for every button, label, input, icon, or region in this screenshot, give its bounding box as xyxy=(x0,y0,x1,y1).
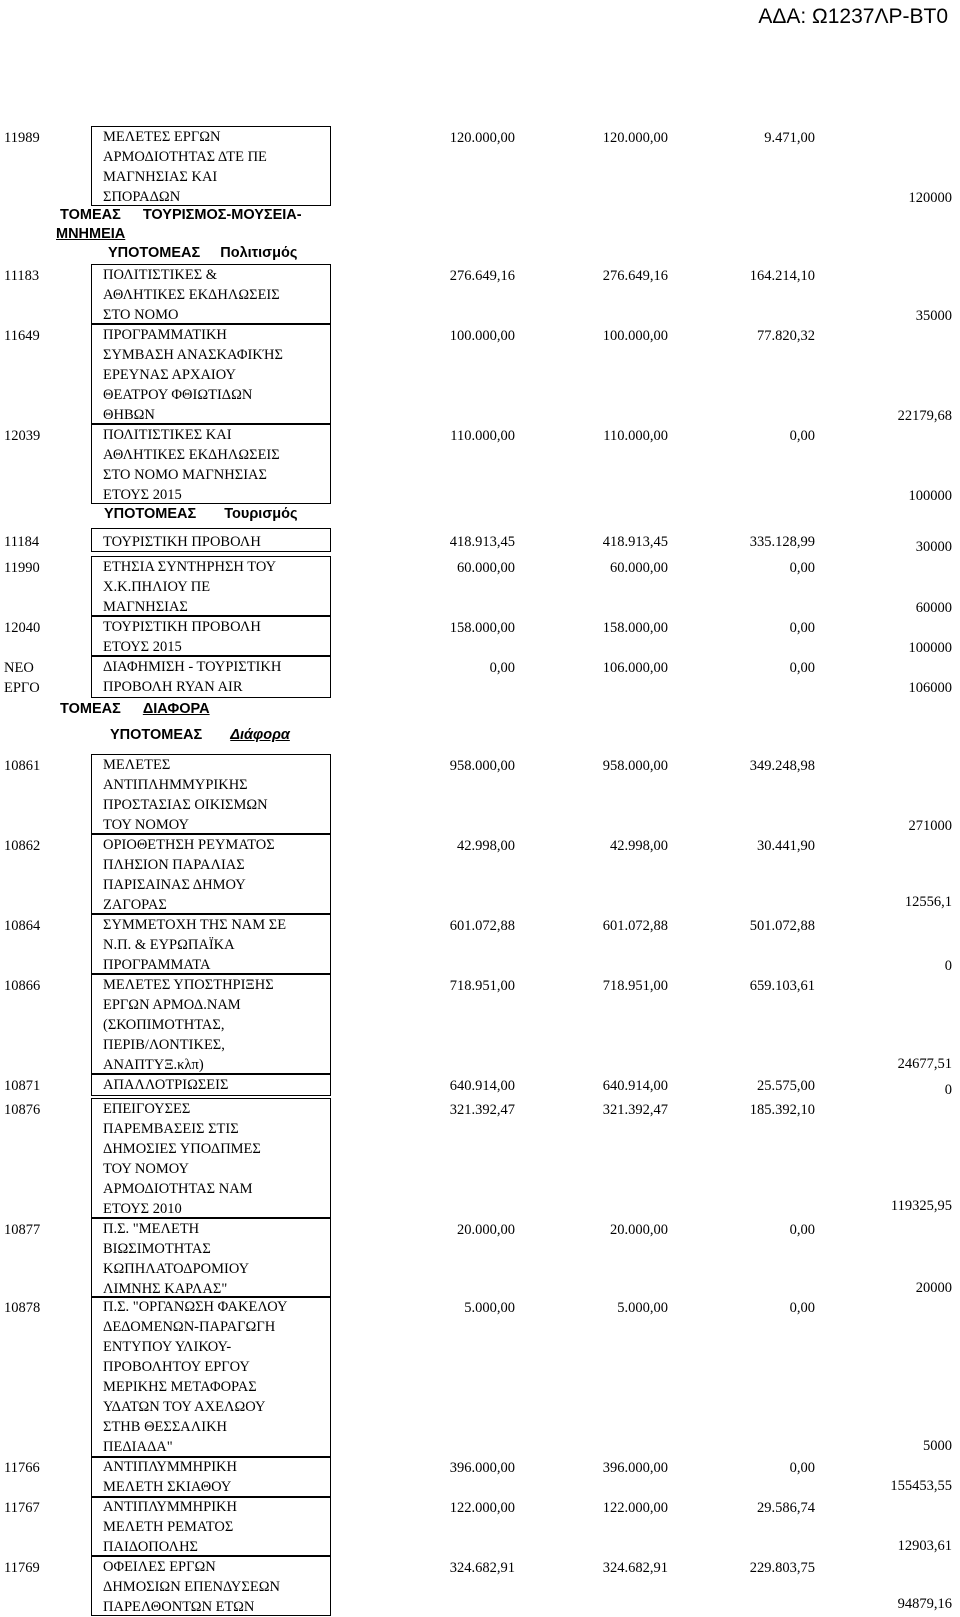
desc-line: ΒΙΩΣΙΜΟΤΗΤΑΣ xyxy=(103,1241,211,1257)
value-col-2: 640.914,00 xyxy=(602,1078,668,1094)
sector-label: ΤΟΜΕΑΣ xyxy=(60,701,121,717)
subsector-label: ΥΠΟΤΟΜΕΑΣ xyxy=(104,506,197,522)
desc-line: ΜΕΛΕΤΕΣ ΕΡΓΩΝ xyxy=(103,129,221,145)
value-col-4: 271000 xyxy=(908,818,952,834)
value-col-2: 718.951,00 xyxy=(602,978,668,994)
row-code: 11183 xyxy=(4,268,40,284)
value-col-3: 0,00 xyxy=(789,620,815,636)
desc-line: ΜΕΛΕΤΕΣ xyxy=(103,757,171,773)
desc-line: ΠΡΟΒΟΛΗ RYAN AIR xyxy=(103,679,243,695)
value-col-4: 12903,61 xyxy=(897,1538,952,1554)
desc-line: ΠΑΙΔΟΠΟΛΗΣ xyxy=(103,1539,198,1555)
desc-line: ΑΠΑΛΛΟΤΡΙΩΣΕΙΣ xyxy=(103,1077,229,1093)
value-col-1: 418.913,45 xyxy=(449,534,515,550)
row-description xyxy=(91,1074,331,1096)
value-col-2: 5.000,00 xyxy=(617,1300,668,1316)
value-col-3: 0,00 xyxy=(789,1222,815,1238)
row-description xyxy=(91,264,331,324)
desc-line: ΚΩΠΗΛΑΤΟΔΡΟΜΙΟΥ xyxy=(103,1261,250,1277)
desc-line: Π.Σ. "ΜΕΛΕΤΗ xyxy=(103,1221,200,1237)
value-col-2: 122.000,00 xyxy=(602,1500,668,1516)
desc-line: ΣΥΜΒΑΣΗ ΑΝΑΣΚΑΦΙΚΉΣ xyxy=(103,347,283,363)
value-col-1: 958.000,00 xyxy=(449,758,515,774)
row-code: 11767 xyxy=(4,1500,40,1516)
row-code: 10876 xyxy=(4,1102,41,1118)
desc-line: ΜΑΓΝΗΣΙΑΣ ΚΑΙ xyxy=(103,169,218,185)
value-col-4: 94879,16 xyxy=(897,1596,952,1612)
row-description xyxy=(91,1218,331,1298)
desc-line: ΕΤΗΣΙΑ ΣΥΝΤΗΡΗΣΗ ΤΟΥ xyxy=(103,559,277,575)
desc-line: ΠΕΔΙΑΔΑ" xyxy=(103,1439,173,1455)
value-col-3: 229.803,75 xyxy=(749,1560,815,1576)
value-col-4: 12556,1 xyxy=(904,894,952,910)
value-col-4: 119325,95 xyxy=(890,1198,952,1214)
desc-line: ΕΤΟΥΣ 2010 xyxy=(103,1201,182,1217)
desc-line: ΘΕΑΤΡΟΥ ΦΘΙΩΤΙΔΩΝ xyxy=(103,387,253,403)
subsector-heading xyxy=(108,244,297,263)
desc-line: ΣΤΟ ΝΟΜΟ ΜΑΓΝΗΣΙΑΣ xyxy=(103,467,267,483)
value-col-2: 120.000,00 xyxy=(602,130,668,146)
value-col-2: 60.000,00 xyxy=(610,560,668,576)
subsector-label: ΥΠΟΤΟΜΕΑΣ xyxy=(108,245,201,261)
value-col-3: 9.471,00 xyxy=(764,130,815,146)
desc-line: ΕΡΓΩΝ ΑΡΜΟΔ.ΝΑΜ xyxy=(103,997,241,1013)
row-code: 10866 xyxy=(4,978,41,994)
row-code: 10861 xyxy=(4,758,41,774)
desc-line: Ν.Π. & ΕΥΡΩΠΑΪΚΑ xyxy=(103,937,235,953)
value-col-3: 0,00 xyxy=(789,1300,815,1316)
sector-name: ΔΙΑΦΟΡΑ xyxy=(142,701,210,717)
value-col-2: 958.000,00 xyxy=(602,758,668,774)
value-col-3: 29.586,74 xyxy=(757,1500,815,1516)
value-col-1: 20.000,00 xyxy=(457,1222,515,1238)
row-code: 10877 xyxy=(4,1222,41,1238)
value-col-4: 100000 xyxy=(908,640,952,656)
value-col-2: 106.000,00 xyxy=(602,660,668,676)
value-col-3: 349.248,98 xyxy=(749,758,815,774)
sector-name: ΤΟΥΡΙΣΜΟΣ-ΜΟΥΣΕΙΑ- xyxy=(142,207,302,223)
row-description xyxy=(91,754,331,834)
subsector-name: Πολιτισμός xyxy=(220,245,298,261)
row-description xyxy=(91,424,331,504)
ada-header: ΑΔΑ: Ω1237ΛΡ-ΒΤ0 xyxy=(758,5,948,28)
value-col-4: 20000 xyxy=(915,1280,952,1296)
desc-line: ΠΡΟΣΤΑΣΙΑΣ ΟΙΚΙΣΜΩΝ xyxy=(103,797,268,813)
desc-line: ΜΑΓΝΗΣΙΑΣ xyxy=(103,599,188,615)
row-code: 12039 xyxy=(4,428,41,444)
sector-name-continued: ΜΝΗΜΕΙΑ xyxy=(56,226,126,242)
value-col-2: 100.000,00 xyxy=(602,328,668,344)
row-code: 10862 xyxy=(4,838,41,854)
row-description xyxy=(91,1556,331,1616)
row-description xyxy=(91,914,331,974)
value-col-4: 0 xyxy=(944,958,952,974)
desc-line: ΕΝΤΥΠΟΥ ΥΛΙΚΟΥ- xyxy=(103,1339,232,1355)
desc-line: ΣΥΜΜΕΤΟΧΗ ΤΗΣ ΝΑΜ ΣΕ xyxy=(103,917,287,933)
desc-line: ΣΤΗΒ ΘΕΣΣΑΛΙΚΗ xyxy=(103,1419,228,1435)
value-col-3: 659.103,61 xyxy=(749,978,815,994)
desc-line: ΠΡΟΒΟΛΗΤΟΥ ΕΡΓΟΥ xyxy=(103,1359,250,1375)
desc-line: (ΣΚΟΠΙΜΟΤΗΤΑΣ, xyxy=(103,1017,225,1033)
value-col-3: 0,00 xyxy=(789,1460,815,1476)
row-code: 10871 xyxy=(4,1078,41,1094)
row-description xyxy=(91,324,331,424)
value-col-3: 30.441,90 xyxy=(757,838,815,854)
value-col-2: 418.913,45 xyxy=(602,534,668,550)
value-col-3: 335.128,99 xyxy=(749,534,815,550)
desc-line: ΖΑΓΟΡΑΣ xyxy=(103,897,167,913)
value-col-4: 155453,55 xyxy=(890,1478,952,1494)
value-col-3: 164.214,10 xyxy=(749,268,815,284)
desc-line: ΟΦΕΙΛΕΣ ΕΡΓΩΝ xyxy=(103,1559,216,1575)
subsector-heading xyxy=(104,505,298,524)
value-col-4: 120000 xyxy=(908,190,952,206)
row-code: 10864 xyxy=(4,918,41,934)
subsector-heading xyxy=(110,726,290,745)
desc-line: ΤΟΥΡΙΣΤΙΚΗ ΠΡΟΒΟΛΗ xyxy=(103,534,261,550)
desc-line: ΔΕΔΟΜΕΝΩΝ-ΠΑΡΑΓΩΓΗ xyxy=(103,1319,276,1335)
desc-line: ΑΡΜΟΔΙΟΤΗΤΑΣ ΝΑΜ xyxy=(103,1181,253,1197)
row-code: 11769 xyxy=(4,1560,40,1576)
desc-line: ΜΕΛΕΤΕΣ ΥΠΟΣΤΗΡΙΞΗΣ xyxy=(103,977,274,993)
desc-line: ΔΗΜΟΣΙΕΣ ΥΠΟΔΠΜΕΣ xyxy=(103,1141,261,1157)
desc-line: ΔΗΜΟΣΙΩΝ ΕΠΕΝΔΥΣΕΩΝ xyxy=(103,1579,280,1595)
value-col-1: 110.000,00 xyxy=(450,428,515,444)
desc-line: ΠΡΟΓΡΑΜΜΑΤΙΚΗ xyxy=(103,327,227,343)
value-col-2: 276.649,16 xyxy=(602,268,668,284)
desc-line: ΑΝΤΙΠΛΥΜΜΗΡΙΚΗ xyxy=(103,1459,237,1475)
row-description xyxy=(91,126,331,206)
desc-line: ΜΕΡΙΚΗΣ ΜΕΤΑΦΟΡΑΣ xyxy=(103,1379,257,1395)
value-col-3: 0,00 xyxy=(789,560,815,576)
desc-line: ΑΘΛΗΤΙΚΕΣ ΕΚΔΗΛΩΣΕΙΣ xyxy=(103,287,280,303)
desc-line: ΕΠΕΙΓΟΥΣΕΣ xyxy=(103,1101,191,1117)
desc-line: ΤΟΥ ΝΟΜΟΥ xyxy=(103,817,189,833)
desc-line: ΑΝΤΙΠΛΗΜΜΥΡΙΚΗΣ xyxy=(103,777,248,793)
row-code: 11184 xyxy=(4,534,40,550)
value-col-4: 0 xyxy=(944,1082,952,1098)
desc-line: ΛΙΜΝΗΣ ΚΑΡΛΑΣ" xyxy=(103,1281,228,1297)
row-code: 11766 xyxy=(4,1460,40,1476)
desc-line: ΑΘΛΗΤΙΚΕΣ ΕΚΔΗΛΩΣΕΙΣ xyxy=(103,447,280,463)
row-description xyxy=(91,528,331,552)
row-description xyxy=(91,1098,331,1218)
subsector-name: Διάφορα xyxy=(230,727,290,743)
desc-line: ΕΤΟΥΣ 2015 xyxy=(103,639,182,655)
desc-line: ΕΤΟΥΣ 2015 xyxy=(103,487,182,503)
desc-line: ΠΑΡΙΣΑΙΝΑΣ ΔΗΜΟΥ xyxy=(103,877,246,893)
desc-line: ΠΟΛΙΤΙΣΤΙΚΕΣ & xyxy=(103,267,218,283)
value-col-1: 276.649,16 xyxy=(449,268,515,284)
row-description xyxy=(91,1456,331,1498)
row-description xyxy=(91,556,331,616)
value-col-1: 324.682,91 xyxy=(449,1560,515,1576)
row-description xyxy=(91,1296,331,1458)
row-code: 11649 xyxy=(4,328,40,344)
row-description xyxy=(91,656,331,698)
value-col-4: 106000 xyxy=(908,680,952,696)
desc-line: ΠΟΛΙΤΙΣΤΙΚΕΣ ΚΑΙ xyxy=(103,427,232,443)
value-col-1: 42.998,00 xyxy=(457,838,515,854)
desc-line: ΕΡΕΥΝΑΣ ΑΡΧΑΙΟΥ xyxy=(103,367,236,383)
desc-line: ΣΠΟΡΑΔΩΝ xyxy=(103,189,181,205)
value-col-4: 60000 xyxy=(915,600,952,616)
value-col-1: 60.000,00 xyxy=(457,560,515,576)
row-code: ΕΡΓΟ xyxy=(4,680,40,696)
row-description xyxy=(91,834,331,914)
desc-line: ΠΡΟΓΡΑΜΜΑΤΑ xyxy=(103,957,211,973)
desc-line: ΜΕΛΕΤΗ ΣΚΙΑΘΟΥ xyxy=(103,1479,232,1495)
desc-line: ΣΤΟ ΝΟΜΟ xyxy=(103,307,179,323)
row-code: ΝΕΟ xyxy=(4,660,34,676)
value-col-4: 22179,68 xyxy=(897,408,952,424)
row-code: 12040 xyxy=(4,620,41,636)
value-col-3: 77.820,32 xyxy=(757,328,815,344)
value-col-1: 396.000,00 xyxy=(449,1460,515,1476)
sector-heading xyxy=(60,206,302,225)
subsector-name: Τουρισμός xyxy=(224,506,298,522)
value-col-4: 30000 xyxy=(915,539,952,555)
value-col-1: 5.000,00 xyxy=(464,1300,515,1316)
desc-line: ΑΝΑΠΤΥΞ.κλπ) xyxy=(103,1057,204,1073)
value-col-1: 120.000,00 xyxy=(449,130,515,146)
value-col-1: 718.951,00 xyxy=(449,978,515,994)
value-col-2: 396.000,00 xyxy=(602,1460,668,1476)
value-col-4: 35000 xyxy=(915,308,952,324)
value-col-3: 25.575,00 xyxy=(757,1078,815,1094)
value-col-1: 321.392,47 xyxy=(449,1102,515,1118)
value-col-1: 601.072,88 xyxy=(449,918,515,934)
desc-line: ΑΡΜΟΔΙΟΤΗΤΑΣ ΔΤΕ ΠΕ xyxy=(103,149,267,165)
desc-line: ΤΟΥΡΙΣΤΙΚΗ ΠΡΟΒΟΛΗ xyxy=(103,619,261,635)
desc-line: ΤΟΥ ΝΟΜΟΥ xyxy=(103,1161,189,1177)
value-col-1: 100.000,00 xyxy=(449,328,515,344)
value-col-4: 5000 xyxy=(923,1438,952,1454)
desc-line: Π.Σ. "ΟΡΓΑΝΩΣΗ ΦΑΚΕΛΟΥ xyxy=(103,1299,288,1315)
row-description xyxy=(91,974,331,1074)
row-description xyxy=(91,616,331,656)
subsector-label: ΥΠΟΤΟΜΕΑΣ xyxy=(110,727,203,743)
value-col-2: 601.072,88 xyxy=(602,918,668,934)
row-code: 11989 xyxy=(4,130,40,146)
value-col-3: 0,00 xyxy=(789,660,815,676)
desc-line: ΥΔΑΤΩΝ ΤΟΥ ΑΧΕΛΩΟΥ xyxy=(103,1399,266,1415)
value-col-2: 158.000,00 xyxy=(602,620,668,636)
desc-line: ΠΕΡΙΒ/ΛΟΝΤΙΚΕΣ, xyxy=(103,1037,225,1053)
desc-line: ΜΕΛΕΤΗ ΡΕΜΑΤΟΣ xyxy=(103,1519,234,1535)
value-col-4: 24677,51 xyxy=(897,1056,952,1072)
value-col-3: 0,00 xyxy=(789,428,815,444)
desc-line: Χ.Κ.ΠΗΛΙΟΥ ΠΕ xyxy=(103,579,211,595)
value-col-1: 122.000,00 xyxy=(449,1500,515,1516)
value-col-3: 501.072,88 xyxy=(749,918,815,934)
sector-heading xyxy=(60,700,210,719)
desc-line: ΘΗΒΩΝ xyxy=(103,407,155,423)
value-col-2: 324.682,91 xyxy=(602,1560,668,1576)
desc-line: ΠΛΗΣΙΟΝ ΠΑΡΑΛΙΑΣ xyxy=(103,857,245,873)
row-code: 10878 xyxy=(4,1300,41,1316)
value-col-3: 185.392,10 xyxy=(749,1102,815,1118)
desc-line: ΟΡΙΟΘΕΤΗΣΗ ΡΕΥΜΑΤΟΣ xyxy=(103,837,275,853)
value-col-2: 321.392,47 xyxy=(602,1102,668,1118)
desc-line: ΑΝΤΙΠΛΥΜΜΗΡΙΚΗ xyxy=(103,1499,237,1515)
row-code: 11990 xyxy=(4,560,40,576)
value-col-1: 640.914,00 xyxy=(449,1078,515,1094)
row-description xyxy=(91,1496,331,1556)
value-col-4: 100000 xyxy=(908,488,952,504)
value-col-1: 0,00 xyxy=(489,660,515,676)
value-col-2: 110.000,00 xyxy=(603,428,668,444)
value-col-2: 42.998,00 xyxy=(610,838,668,854)
sector-label: ΤΟΜΕΑΣ xyxy=(60,207,121,223)
value-col-2: 20.000,00 xyxy=(610,1222,668,1238)
value-col-1: 158.000,00 xyxy=(449,620,515,636)
desc-line: ΠΑΡΕΜΒΑΣΕΙΣ ΣΤΙΣ xyxy=(103,1121,239,1137)
desc-line: ΠΑΡΕΛΘΟΝΤΩΝ ΕΤΩΝ xyxy=(103,1599,255,1615)
desc-line: ΔΙΑΦΗΜΙΣΗ - ΤΟΥΡΙΣΤΙΚΗ xyxy=(103,659,282,675)
